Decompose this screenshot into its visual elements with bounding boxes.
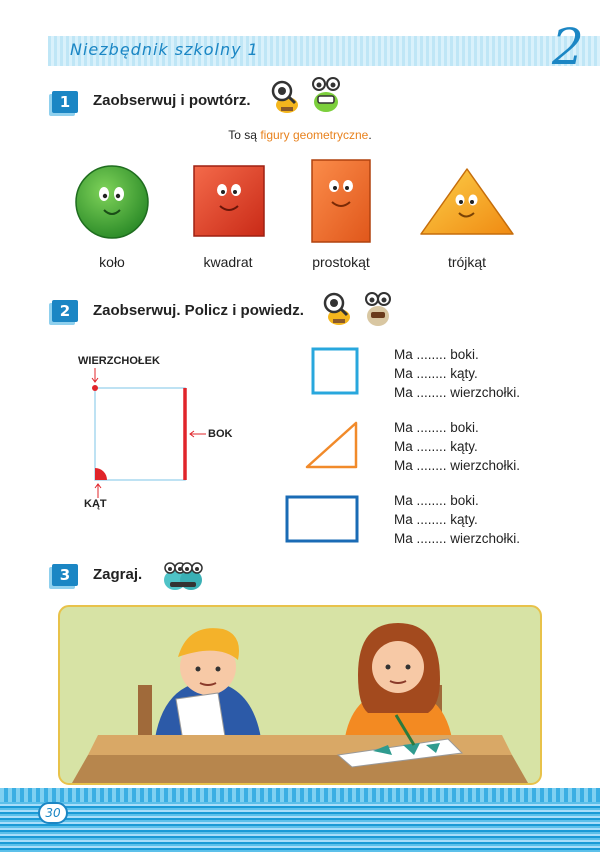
- count-triangle-shape: [303, 419, 361, 471]
- glasses-mascot-icon: [308, 74, 344, 114]
- square-diagram: [80, 368, 220, 508]
- page-number: 30: [38, 802, 68, 824]
- intro-sentence: To są figury geometryczne.: [228, 128, 372, 142]
- exercise-3-badge: 3: [52, 564, 78, 586]
- header-title: Niezbędnik szkolny 1: [70, 40, 259, 59]
- magnifier-mascot-icon: [322, 290, 356, 326]
- square-figure: [192, 164, 266, 238]
- circle-figure: [74, 164, 150, 240]
- triangle-sides-line: Ma ........ boki.: [394, 420, 479, 435]
- triangle-figure: [418, 166, 516, 238]
- exercise-2-title: Zaobserwuj. Policz i powiedz.: [93, 302, 304, 319]
- rectangle-vertices-line: Ma ........ wierzchołki.: [394, 531, 521, 546]
- rectangle-angles-line: Ma ........ kąty.: [394, 512, 478, 527]
- shape-label-square: kwadrat: [203, 254, 253, 270]
- square-sides-line: Ma ........ boki.: [394, 347, 479, 362]
- count-rectangle-shape: [285, 495, 359, 543]
- owl-mascot-icon: [362, 288, 394, 328]
- count-square-shape: [311, 347, 359, 395]
- highlight-term: figury geometryczne: [260, 128, 369, 142]
- shape-label-triangle: trójkąt: [447, 254, 487, 270]
- exercise-1-title: Zaobserwuj i powtórz.: [93, 92, 251, 109]
- exercise-1-badge: 1: [52, 91, 78, 113]
- exercise-3-title: Zagraj.: [93, 566, 143, 583]
- shape-label-circle: koło: [99, 254, 125, 270]
- vertex-label: WIERZCHOŁEK: [78, 355, 160, 367]
- shape-label-rectangle: prostokąt: [312, 254, 370, 270]
- triangle-vertices-line: Ma ........ wierzchołki.: [394, 458, 521, 473]
- angle-label: KĄT: [84, 498, 107, 510]
- twin-mascot-icon: [160, 558, 206, 592]
- rectangle-figure: [310, 158, 372, 244]
- magnifier-mascot-icon: [270, 78, 304, 114]
- triangle-angles-line: Ma ........ kąty.: [394, 439, 478, 454]
- square-angles-line: Ma ........ kąty.: [394, 366, 478, 381]
- exercise-2-badge: 2: [52, 300, 78, 322]
- chapter-number: 2: [552, 18, 584, 76]
- square-vertices-line: Ma ........ wierzchołki.: [394, 385, 521, 400]
- footer-band: [0, 788, 600, 852]
- children-playing-illustration: [58, 605, 542, 785]
- rectangle-sides-line: Ma ........ boki.: [394, 493, 479, 508]
- side-label: BOK: [208, 428, 233, 440]
